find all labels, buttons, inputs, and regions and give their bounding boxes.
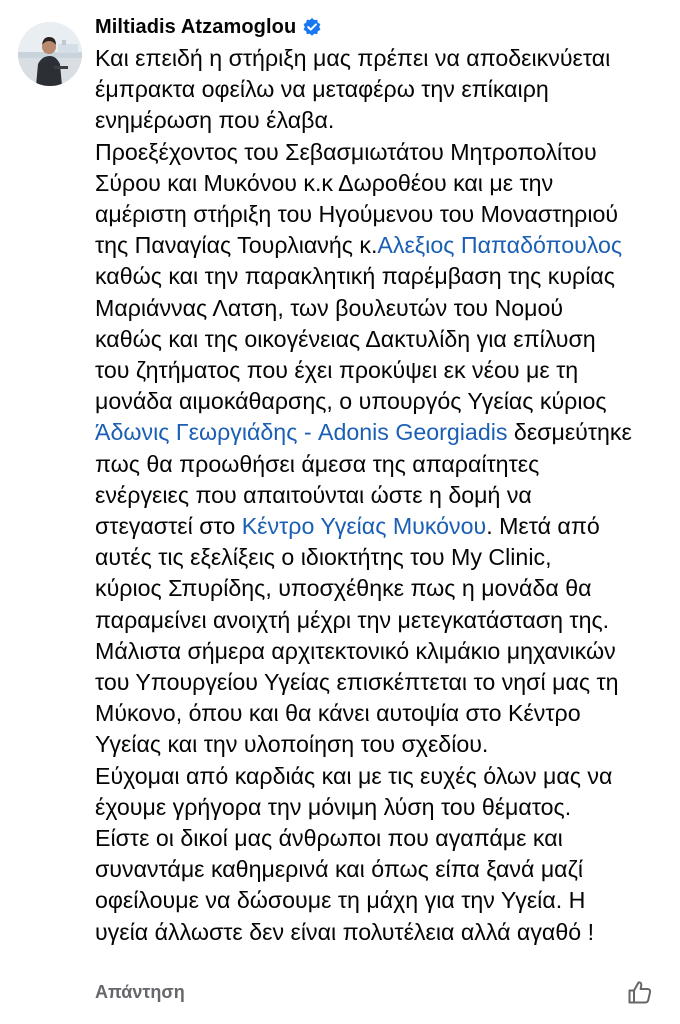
comment-footer	[95, 978, 660, 1010]
comment-text-segment: μονάδα αιμοκάθαρσης, ο υπουργός Υγείας κύριος	[95, 388, 607, 415]
comment-text-segment: Σύρου και Μυκόνου κ.κ Δωροθέου και με την	[95, 169, 554, 196]
comment-text-segment: παραμείνει ανοιχτή μέχρι την μετεγκατάσταση της.	[95, 606, 610, 633]
comment-line	[95, 729, 665, 760]
comment-text-segment: καθώς και της οικογένειας Δακτυλίδη για επίλυση	[95, 325, 596, 352]
comment-line	[95, 449, 665, 480]
comment-text-segment: Μαριάννας Λατση, των βουλευτών του Νομού	[95, 294, 564, 321]
comment-line	[95, 43, 665, 74]
comment-text-segment: του ζητήματος που έχει προκύψει εκ νέου με τη	[95, 357, 579, 384]
comment-text-segment: πως θα προωθήσει άμεσα της απαραίτητες	[95, 450, 540, 477]
comment-text-segment: ενέργειες που απαιτούνται ώστε η δομή να	[95, 481, 532, 508]
comment-text-segment: στεγαστεί στο	[95, 513, 242, 540]
comment-text-segment: Υγείας και την υλοποίηση του σχεδίου.	[95, 731, 489, 758]
comment-text-segment: . Μετά από	[486, 513, 600, 540]
comment-text-segment: έχουμε γρήγορα την μόνιμη λύση του θέματος.	[95, 793, 572, 820]
comment-line	[95, 917, 665, 948]
mention-link[interactable]: Κέντρο Υγείας Μυκόνου	[241, 513, 487, 540]
comment-line	[95, 573, 665, 604]
reply-button[interactable]: Απάντηση	[95, 982, 185, 1002]
comment-line	[95, 324, 665, 355]
comment-line	[95, 386, 665, 417]
comment-text-segment: Εύχομαι από καρδιάς και με τις ευχές όλων μας να	[95, 762, 613, 789]
avatar-photo	[18, 22, 82, 86]
thumbs-up-icon[interactable]	[626, 978, 654, 1006]
comment-line	[95, 261, 665, 292]
comment-line	[95, 667, 665, 698]
comment-header	[95, 12, 665, 42]
comment-line	[95, 636, 665, 667]
comment-text-segment: Και επειδή η στήριξη μας πρέπει να αποδεικνύεται	[95, 45, 611, 71]
comment-text-segment: Μύκονο, όπου και θα κάνει αυτοψία στο Κέντρο	[95, 700, 581, 727]
comment-text-segment: συναντάμε καθημερινά και όπως είπα ξανά μαζί	[95, 856, 583, 883]
comment-line	[95, 105, 665, 136]
comment-line	[95, 605, 665, 636]
comment-text-segment: υγεία άλλωστε δεν είναι πολυτέλεια αλλά αγαθό !	[95, 918, 595, 945]
comment-text-segment: αμέριστη στήριξη του Ηγούμενου του Μοναστηριού	[95, 201, 619, 228]
comment-line	[95, 417, 665, 448]
comment-text-segment: της Παναγίας Τουρλιανής κ.	[95, 232, 378, 259]
comment-text-segment: οφείλουμε να δώσουμε τη μάχη για την Υγεία. Η	[95, 887, 586, 914]
comment-text-segment: έμπρακτα οφείλω να μεταφέρω την επίκαιρη	[95, 76, 549, 103]
comment-text-segment: αυτές τις εξελίξεις ο ιδιοκτήτης του My Clinic,	[95, 544, 552, 571]
comment-line	[95, 74, 665, 105]
comment-text-segment: Μάλιστα σήμερα αρχιτεκτονικό κλιμάκιο μηχανικών	[95, 637, 616, 664]
comment-line	[95, 698, 665, 729]
comment-text-segment: Προεξέχοντος του Σεβασμιωτάτου Μητροπολίτου	[95, 138, 597, 165]
comment-line	[95, 230, 665, 261]
comment-text-segment: του Υπουργείου Υγείας επισκέπτεται το νησί μας τη	[95, 669, 619, 696]
comment-line	[95, 480, 665, 511]
comment-line	[95, 792, 665, 823]
comment-text-segment: καθώς και την παρακλητική παρέμβαση της κυρίας	[95, 263, 615, 290]
comment-line	[95, 355, 665, 386]
comment-text-segment: κύριος Σπυρίδης, υποσχέθηκε πως η μονάδα θα	[95, 575, 592, 602]
comment-line	[95, 854, 665, 885]
comment-line	[95, 293, 665, 324]
verified-badge-icon	[302, 17, 322, 37]
comment-text	[95, 43, 665, 948]
comment-text-segment: ενημέρωση που έλαβα.	[95, 107, 335, 134]
comment-line	[95, 511, 665, 542]
comment-line	[95, 761, 665, 792]
comment-line	[95, 542, 665, 573]
comment-text-segment: δεσμεύτηκε	[507, 419, 632, 446]
comment-bubble	[95, 12, 665, 948]
avatar[interactable]	[18, 22, 82, 86]
comment-line	[95, 199, 665, 230]
comment-text-segment: Είστε οι δικοί μας άνθρωποι που αγαπάμε και	[95, 825, 563, 852]
mention-link[interactable]: Άδωνις Γεωργιάδης - Adonis Georgiadis	[95, 419, 508, 446]
comment-line	[95, 823, 665, 854]
mention-link[interactable]: Αλεξιος Παπαδόπουλος	[377, 232, 623, 259]
comment-line	[95, 168, 665, 199]
author-name[interactable]: Miltiadis Atzamoglou	[95, 15, 297, 38]
comment-line	[95, 137, 665, 168]
comment-line	[95, 885, 665, 916]
